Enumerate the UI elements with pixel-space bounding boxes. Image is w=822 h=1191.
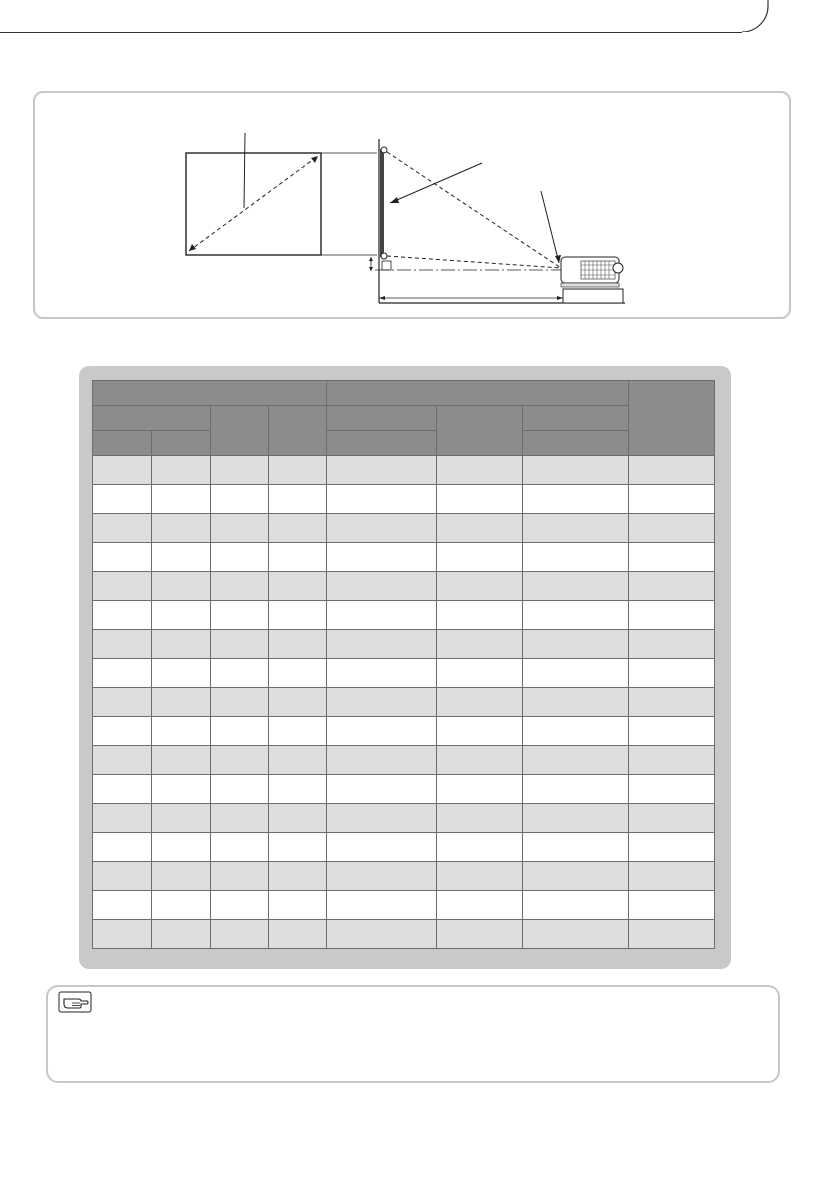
table-row: [93, 572, 715, 601]
table-row: [93, 862, 715, 891]
table-cell: [629, 717, 715, 746]
table-cell: [629, 514, 715, 543]
table-cell: [523, 833, 629, 862]
table-cell: [93, 891, 152, 920]
table-cell: [211, 659, 269, 688]
table-cell: [211, 717, 269, 746]
table-cell: [629, 775, 715, 804]
table-cell: [523, 717, 629, 746]
table-cell: [629, 456, 715, 485]
table-cell: [211, 543, 269, 572]
table-cell: [152, 688, 211, 717]
table-header-cell: [93, 381, 327, 406]
table-cell: [93, 862, 152, 891]
table-cell: [629, 804, 715, 833]
table-cell: [93, 688, 152, 717]
table-cell: [629, 630, 715, 659]
projection-diagram: [35, 93, 793, 321]
table-cell: [152, 891, 211, 920]
table-cell: [327, 456, 437, 485]
table-cell: [152, 833, 211, 862]
table-cell: [93, 659, 152, 688]
table-row: [93, 920, 715, 949]
table-cell: [152, 630, 211, 659]
page-cut-line: [0, 32, 742, 33]
table-cell: [269, 862, 327, 891]
table-cell: [93, 920, 152, 949]
table-header-cell: [93, 406, 211, 431]
table-cell: [327, 659, 437, 688]
table-cell: [629, 572, 715, 601]
table-cell: [437, 630, 523, 659]
table-cell: [93, 456, 152, 485]
table-cell: [327, 688, 437, 717]
table-cell: [523, 485, 629, 514]
table-cell: [269, 688, 327, 717]
projection-dimensions-table: [92, 380, 715, 949]
table-header-row: [93, 406, 715, 431]
table-cell: [327, 630, 437, 659]
table-cell: [629, 688, 715, 717]
table-cell: [437, 514, 523, 543]
table-cell: [327, 717, 437, 746]
table-cell: [437, 775, 523, 804]
table-row: [93, 804, 715, 833]
table-cell: [211, 485, 269, 514]
table-cell: [211, 630, 269, 659]
table-cell: [629, 833, 715, 862]
table-cell: [269, 485, 327, 514]
table-cell: [93, 514, 152, 543]
table-cell: [629, 891, 715, 920]
table-cell: [437, 659, 523, 688]
table-cell: [437, 456, 523, 485]
table-cell: [152, 717, 211, 746]
table-cell: [269, 833, 327, 862]
table-cell: [437, 688, 523, 717]
wall-screen-side: [369, 139, 391, 303]
table-cell: [93, 833, 152, 862]
table-cell: [523, 920, 629, 949]
table-cell: [523, 688, 629, 717]
table-cell: [152, 485, 211, 514]
projection-table-panel: [79, 366, 731, 969]
table-cell: [93, 485, 152, 514]
table-cell: [269, 891, 327, 920]
table-row: [93, 659, 715, 688]
table-cell: [269, 572, 327, 601]
table-cell: [523, 572, 629, 601]
table-row: [93, 746, 715, 775]
table-cell: [93, 746, 152, 775]
table-cell: [152, 543, 211, 572]
table-cell: [152, 775, 211, 804]
table-row: [93, 514, 715, 543]
table-cell: [269, 920, 327, 949]
projection-diagram-panel: [33, 91, 791, 319]
table-cell: [93, 804, 152, 833]
table-row: [93, 630, 715, 659]
table-cell: [269, 630, 327, 659]
table-header-row: [93, 381, 715, 406]
table-row: [93, 543, 715, 572]
table-cell: [437, 485, 523, 514]
table-cell: [437, 543, 523, 572]
table-cell: [327, 775, 437, 804]
table-cell: [327, 543, 437, 572]
table-header-cell: [269, 406, 327, 456]
table-cell: [629, 746, 715, 775]
table-cell: [93, 717, 152, 746]
table-header-cell: [211, 406, 269, 456]
table-cell: [93, 775, 152, 804]
table-header-cell: [152, 431, 211, 456]
table-cell: [152, 746, 211, 775]
table-row: [93, 688, 715, 717]
table-cell: [523, 630, 629, 659]
table-cell: [269, 543, 327, 572]
table-body: [93, 456, 715, 949]
note-panel: [46, 985, 780, 1083]
table-header-cell: [523, 431, 629, 456]
table-cell: [437, 572, 523, 601]
table-cell: [269, 746, 327, 775]
table-cell: [211, 688, 269, 717]
table-cell: [629, 920, 715, 949]
table-header-cell: [93, 431, 152, 456]
table-cell: [523, 891, 629, 920]
table-cell: [327, 891, 437, 920]
table-cell: [523, 514, 629, 543]
table-cell: [211, 746, 269, 775]
table-cell: [152, 862, 211, 891]
page-corner-arc: [732, 0, 780, 32]
pointing-hand-icon: [58, 991, 92, 1013]
table-cell: [629, 543, 715, 572]
table-header-row: [93, 431, 715, 456]
table-row: [93, 891, 715, 920]
screen-icon: [186, 133, 321, 255]
table-cell: [152, 514, 211, 543]
table-cell: [437, 920, 523, 949]
table-cell: [152, 804, 211, 833]
table-cell: [629, 601, 715, 630]
table-cell: [437, 601, 523, 630]
table-cell: [269, 601, 327, 630]
table-cell: [523, 804, 629, 833]
table-row: [93, 485, 715, 514]
table-cell: [152, 920, 211, 949]
table-cell: [523, 543, 629, 572]
table-row: [93, 833, 715, 862]
table-cell: [327, 514, 437, 543]
table-cell: [152, 456, 211, 485]
projector-icon: [561, 257, 623, 303]
table-cell: [93, 601, 152, 630]
table-cell: [269, 514, 327, 543]
table-cell: [152, 659, 211, 688]
table-cell: [211, 920, 269, 949]
table-cell: [269, 804, 327, 833]
table-row: [93, 775, 715, 804]
table-header-cell: [327, 431, 437, 456]
table-header-cell: [327, 381, 629, 406]
table-cell: [152, 572, 211, 601]
table-cell: [327, 572, 437, 601]
table-cell: [437, 746, 523, 775]
table-cell: [211, 891, 269, 920]
table-cell: [523, 659, 629, 688]
table-cell: [93, 572, 152, 601]
table-cell: [437, 833, 523, 862]
table-cell: [327, 862, 437, 891]
table-cell: [437, 862, 523, 891]
table-header-cell: [327, 406, 437, 431]
table-row: [93, 717, 715, 746]
table-cell: [523, 456, 629, 485]
table-cell: [523, 862, 629, 891]
table-header-cell: [523, 406, 629, 431]
table-cell: [152, 601, 211, 630]
table-cell: [437, 804, 523, 833]
table-cell: [269, 659, 327, 688]
table-cell: [211, 456, 269, 485]
table-cell: [629, 659, 715, 688]
table-cell: [327, 601, 437, 630]
table-header-cell: [437, 406, 523, 456]
table-cell: [211, 804, 269, 833]
table-cell: [269, 775, 327, 804]
table-cell: [327, 920, 437, 949]
table-cell: [523, 601, 629, 630]
table-cell: [211, 601, 269, 630]
table-cell: [437, 891, 523, 920]
table-cell: [93, 543, 152, 572]
table-cell: [437, 717, 523, 746]
table-cell: [269, 456, 327, 485]
table-cell: [211, 862, 269, 891]
table-cell: [269, 717, 327, 746]
table-cell: [327, 804, 437, 833]
table-cell: [211, 775, 269, 804]
table-cell: [523, 775, 629, 804]
table-cell: [629, 485, 715, 514]
table-row: [93, 601, 715, 630]
table-cell: [211, 572, 269, 601]
table-cell: [629, 862, 715, 891]
table-header-cell: [629, 381, 715, 456]
table-cell: [211, 514, 269, 543]
table-cell: [523, 746, 629, 775]
table-cell: [327, 833, 437, 862]
table-cell: [211, 833, 269, 862]
table-row: [93, 456, 715, 485]
table-cell: [327, 485, 437, 514]
table-cell: [327, 746, 437, 775]
table-cell: [93, 630, 152, 659]
